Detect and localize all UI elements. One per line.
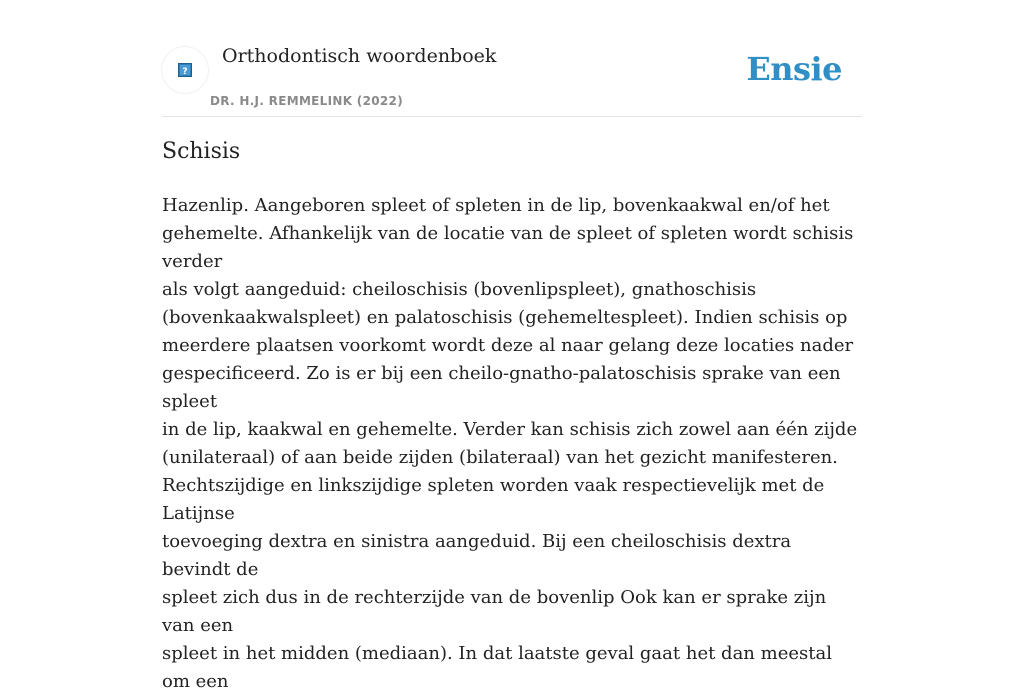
entry-definition: Hazenlip. Aangeboren spleet of spleten in de lip, bovenkaakwal en/of het gehemelte. Afhankelijk van de locatie van de spleet of spleten wordt schisis verder als volgt aangeduid: cheiloschisis (bovenlipspleet), gnathoschisis (bovenkaakwalspleet) en palatoschisis (gehemeltespleet). Indien schisis op meerdere plaatsen voorkomt wordt deze al naar gelang deze locaties nader gespecificeerd. Zo is er bij een cheilo-gnatho-palatoschisis sprake van een spleet in de lip, kaakwal en gehemelte. Verder kan schisis zich zowel aan één zijde (unilateraal) of aan beide zijden (bilateraal) van het gezicht manifesteren. Rechtszijdige en linkszijdige spleten worden vaak respectievelijk met de Latijnse toevoeging dextra en sinistra aangeduid. Bij een cheiloschisis dextra bevindt de spleet zich dus in de rechterzijde van de bovenlip Ook kan er sprake zijn van een spleet in het midden (mediaan). In dat laatste geval gaat het dan meestal om een <box>162 195 858 692</box>
question-book-icon <box>178 63 192 77</box>
ensie-logo[interactable]: Ensie <box>746 50 842 88</box>
entry-title: Schisis <box>162 139 241 164</box>
book-author: DR. H.J. REMMELINK (2022) <box>210 94 403 108</box>
dictionary-book-icon[interactable] <box>162 47 208 93</box>
svg-text:?: ? <box>182 67 188 77</box>
book-title[interactable]: Orthodontisch woordenboek <box>222 45 497 67</box>
dictionary-header <box>162 0 862 117</box>
entry-card <box>162 0 862 692</box>
